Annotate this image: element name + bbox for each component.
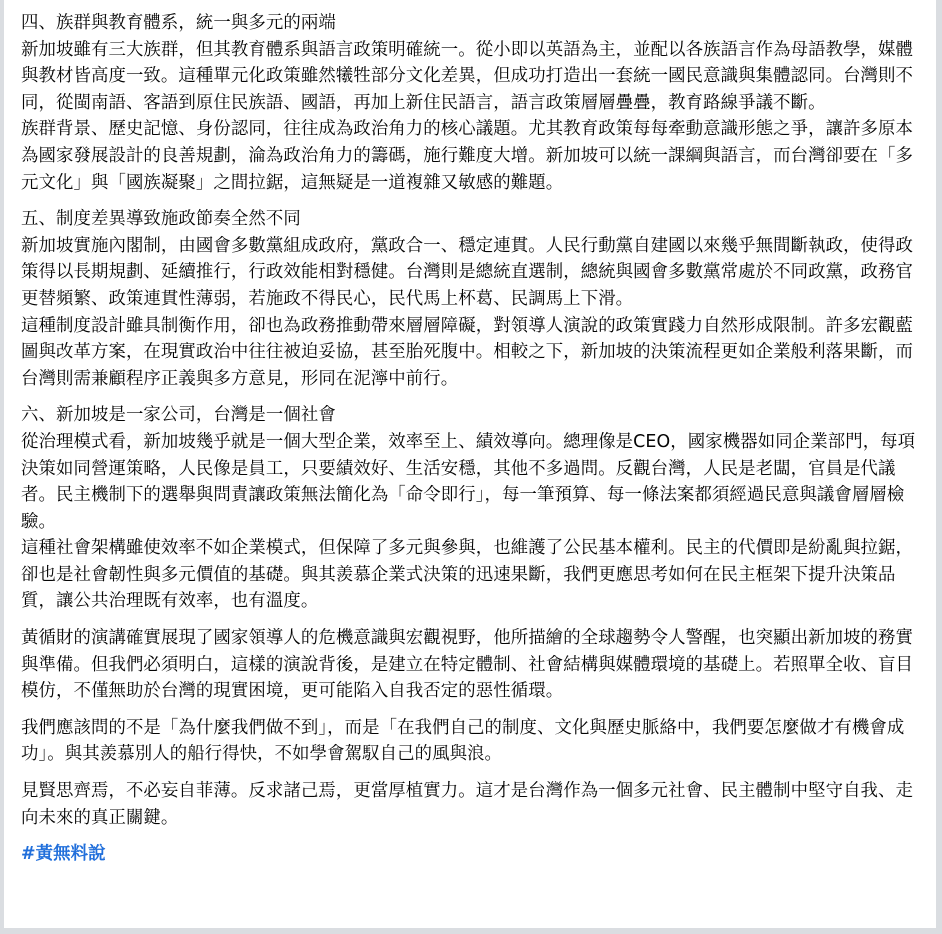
section-heading: 五、制度差異導致施政節奏全然不同 <box>21 209 301 230</box>
paragraph: 黃循財的演講確實展現了國家領導人的危機意識與宏觀視野，他所描繪的全球趨勢令人警醒，也突顯出新加坡的務實與準備。但我們必須明白，這樣的演說背後，是建立在特定體制、社會結構與媒體環境的基礎上。若照單全收、盲目模仿，不僅無助於台灣的現實困境，更可能陷入自我否定的惡性循環。 <box>21 628 914 702</box>
paragraph: 見賢思齊焉，不必妄自菲薄。反求諸己焉，更當厚植實力。這才是台灣作為一個多元社會、民主體制中堅守自我、走向未來的真正關鍵。 <box>21 781 914 828</box>
paragraph: 新加坡實施內閣制，由國會多數黨組成政府，黨政合一、穩定連貫。人民行動黨自建國以來幾乎無間斷執政，使得政策得以長期規劃、延續推行，行政效能相對穩健。台灣則是總統直選制，總統與國會多數黨常處於不同政黨，政務官更替頻繁、政策連貫性薄弱，若施政不得民心，民代馬上杯葛、民調馬上下滑。 <box>21 235 914 309</box>
section-company-vs-society <box>21 402 925 615</box>
section-question <box>21 715 925 768</box>
post-body <box>21 10 925 868</box>
section-institutional-difference <box>21 206 925 392</box>
section-speech-reflection <box>21 625 925 705</box>
paragraph: 我們應該問的不是「為什麼我們做不到」，而是「在我們自己的制度、文化與歷史脈絡中，我們要怎麼做才有機會成功」。與其羨慕別人的船行得快，不如學會駕馭自己的風與浪。 <box>21 717 905 765</box>
paragraph: 新加坡雖有三大族群，但其教育體系與語言政策明確統一。從小即以英語為主，並配以各族語言作為母語教學，媒體與教材皆高度一致。這種單元化政策雖然犧牲部分文化差異，但成功打造出一套統一國民意識與集體認同。台灣則不同，從閩南語、客語到原住民族語、國語，再加上新住民語言，語言政策層層疊疊，教育路線爭議不斷。 <box>21 39 914 113</box>
paragraph: 這種制度設計雖具制衡作用，卻也為政務推動帶來層層障礙，對領導人演說的政策實踐力自然形成限制。許多宏觀藍圖與改革方案，在現實政治中往往被迫妥協，甚至胎死腹中。相較之下，新加坡的決策流程更如企業般利落果斷，而台灣則需兼顧程序正義與多方意見，形同在泥濘中前行。 <box>21 315 914 389</box>
section-heading: 四、族群與教育體系，統一與多元的兩端 <box>21 13 336 33</box>
paragraph: 族群背景、歷史記憶、身份認同，往往成為政治角力的核心議題。尤其教育政策每每牽動意識形態之爭，讓許多原本為國家發展設計的良善規劃，淪為政治角力的籌碼，施行難度大增。新加坡可以統一課綱與語言，而台灣卻要在「多元文化」與「國族凝聚」之間拉鋸，這無疑是一道複雜又敏感的難題。 <box>21 119 914 193</box>
section-heading: 六、新加坡是一家公司，台灣是一個社會 <box>21 405 336 426</box>
hashtag-link[interactable]: #黃無料說 <box>21 844 106 865</box>
paragraph: 這種社會架構雖使效率不如企業模式，但保障了多元與參與，也維護了公民基本權利。民主的代價即是紛亂與拉鋸，卻也是社會韌性與多元價值的基礎。與其羨慕企業式決策的迅速果斷，我們更應思考如何在民主框架下提升決策品質，讓公共治理既有效率，也有溫度。 <box>21 538 914 612</box>
section-ethnic-education <box>21 10 925 196</box>
section-conclusion <box>21 778 925 831</box>
paragraph: 從治理模式看，新加坡幾乎就是一個大型企業，效率至上、績效導向。總理像是CEO，國家機器如同企業部門，每項決策如同營運策略，人民像是員工，只要績效好、生活安穩，其他不多過問。反觀台灣，人民是老闆，官員是代議者。民主機制下的選舉與問責讓政策無法簡化為「命令即行」，每一筆預算、每一條法案都須經過民意與議會層層檢驗。 <box>21 431 916 532</box>
